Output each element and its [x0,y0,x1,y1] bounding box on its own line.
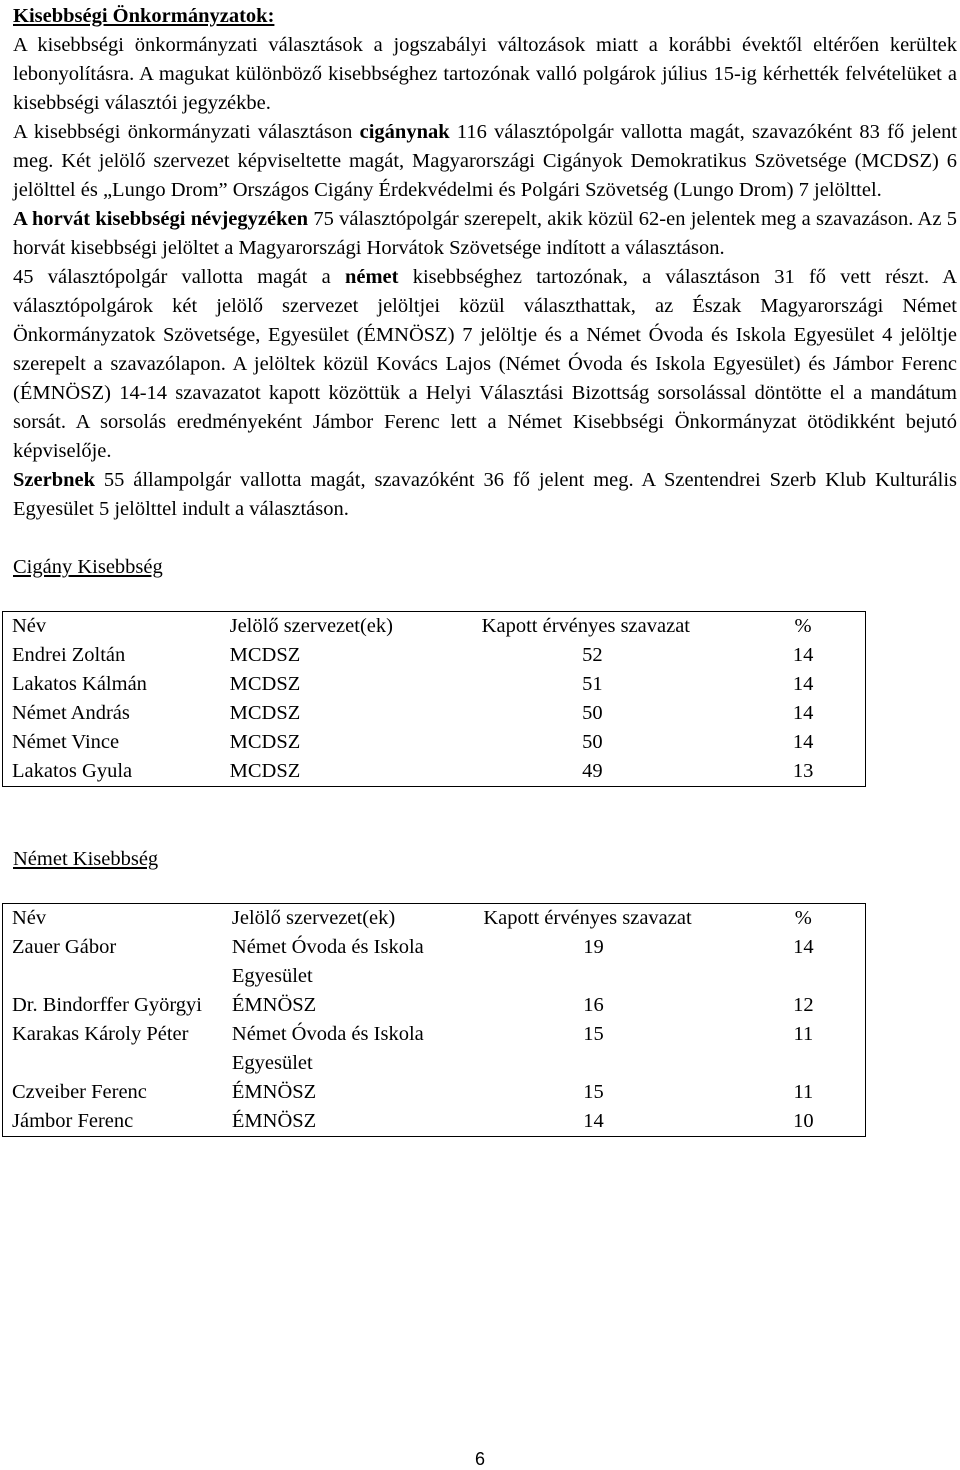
paragraph-intro: A kisebbségi önkormányzati választások a jogszabályi változások miatt a korábbi évektől eltérően kerültek lebonyolításra. A magukat különböző kisebbséghez tartozónak valló polgárok július 15-ig kérhették felvételüket a kisebbségi választói jegyzékbe. [13,34,957,114]
cell-votes: 15 [583,1023,604,1045]
cell-org: Német Óvoda és Iskola Egyesület [231,936,424,987]
cell-org: ÉMNÖSZ [231,1081,317,1103]
roma-table-body [3,641,866,787]
cell-votes: 51 [582,673,603,695]
cell-pct: 12 [793,994,814,1016]
cell-votes: 14 [583,1110,604,1132]
page-number: 6 [474,1449,485,1469]
cell-name: Jámbor Ferenc [12,1110,134,1132]
table-row [3,699,866,728]
cell-org: ÉMNÖSZ [231,1110,317,1132]
section-heading: Kisebbségi Önkormányzatok: [13,5,275,27]
german-table-body [3,933,866,1137]
cell-votes: 19 [583,936,604,958]
header-org: Jelölő szervezet(ek) [231,907,396,929]
header-org: Jelölő szervezet(ek) [229,615,393,637]
cell-name: Czveiber Ferenc [12,1081,147,1103]
paragraph-serbian: Szerbnek 55 állampolgár vallotta magát, szavazóként 36 fő jelent meg. A Szentendrei Szerb Klub Kulturális Egyesület 5 jelölttel indult a választáson. [13,469,957,520]
cell-pct: 14 [793,936,814,958]
cell-name: Német Vince [12,731,120,753]
table-row [3,991,866,1020]
cell-name: Karakas Károly Péter [12,1023,189,1045]
cell-pct: 14 [792,644,814,666]
cell-votes: 50 [582,702,603,724]
table-row [3,641,866,670]
paragraph-roma: A kisebbségi önkormányzati választáson cigánynak 116 választópolgár vallotta magát, szavazóként 83 fő jelent meg. Két jelölő szervezet képviseltette magát, Magyarországi Cigányok Demokratikus Szövetsége (MCDSZ) 6 jelölttel és „Lungo Drom” Országos Cigány Érdekvédelmi és Polgári Szövetség (Lungo Drom) 7 jelölttel. [13,121,958,201]
cell-org: MCDSZ [229,644,301,666]
cell-name: Endrei Zoltán [12,644,126,666]
paragraph-croatian: A horvát kisebbségi névjegyzéken 75 választópolgár szerepelt, akik közül 62-en jelentek meg a szavazáson. Az 5 horvát kisebbségi jelöltet a Magyarországi Horvátok Szövetsége indított a választáson. [13,208,957,259]
table-row [3,933,866,991]
cell-pct: 10 [793,1110,814,1132]
cell-pct: 13 [792,760,814,782]
cell-org: ÉMNÖSZ [231,994,317,1016]
cell-org: MCDSZ [229,673,301,695]
table-row [3,670,866,699]
header-votes: Kapott érvényes szavazat [481,615,690,637]
cell-votes: 52 [582,644,603,666]
table-header-row [3,904,866,934]
document-page [13,0,957,1137]
cell-name: Német András [12,702,130,724]
cell-name: Lakatos Gyula [12,760,133,782]
roma-results-table [2,611,866,787]
header-votes: Kapott érvényes szavazat [483,907,692,929]
cell-name: Dr. Bindorffer Györgyi [12,994,202,1016]
german-results-table [2,903,866,1137]
cell-name: Lakatos Kálmán [12,673,147,695]
table-row [3,1078,866,1107]
cell-votes: 16 [583,994,604,1016]
german-section-title: Német Kisebbség [13,848,159,870]
table-row [3,1107,866,1137]
table-row [3,757,866,787]
table-header-row [3,612,866,642]
cell-org: MCDSZ [229,760,301,782]
cell-pct: 14 [792,731,814,753]
cell-votes: 49 [582,760,603,782]
roma-section-title: Cigány Kisebbség [13,556,163,578]
cell-pct: 14 [792,702,814,724]
cell-org: MCDSZ [229,702,301,724]
cell-org: MCDSZ [229,731,301,753]
cell-votes: 15 [583,1081,604,1103]
table-row [3,728,866,757]
cell-org: Német Óvoda és Iskola Egyesület [231,1023,424,1074]
header-pct: % [794,907,812,929]
cell-pct: 11 [793,1023,814,1045]
cell-votes: 50 [582,731,603,753]
table-row [3,1020,866,1078]
cell-name: Zauer Gábor [12,936,117,958]
paragraph-german: 45 választópolgár vallotta magát a német kisebbséghez tartozónak, a választáson 31 fő vett részt. A választópolgárok két jelölő szervezet jelöltjei közül választhattak, az Észak Magyarországi Német Önkormányzatok Szövetsége, Egyesület (ÉMNÖSZ) 7 jelöltje és a Német Óvoda és Iskola Egyesület 4 jelöltje szerepelt a szavazólapon. A jelöltek közül Kovács Lajos (Német Óvoda és Iskola Egyesület) és Jámbor Ferenc (ÉMNÖSZ) 14-14 szavazatot kapott közöttük a Helyi Választási Bizottság sorsolással döntötte el a mandátum sorsát. A sorsolás eredményeként Jámbor Ferenc lett a Német Kisebbségi Önkormányzat ötödikként bejutó képviselője. [13,266,957,462]
header-name: Név [12,907,47,929]
cell-pct: 14 [792,673,814,695]
header-pct: % [794,615,812,637]
cell-pct: 11 [793,1081,814,1103]
header-name: Név [12,615,47,637]
